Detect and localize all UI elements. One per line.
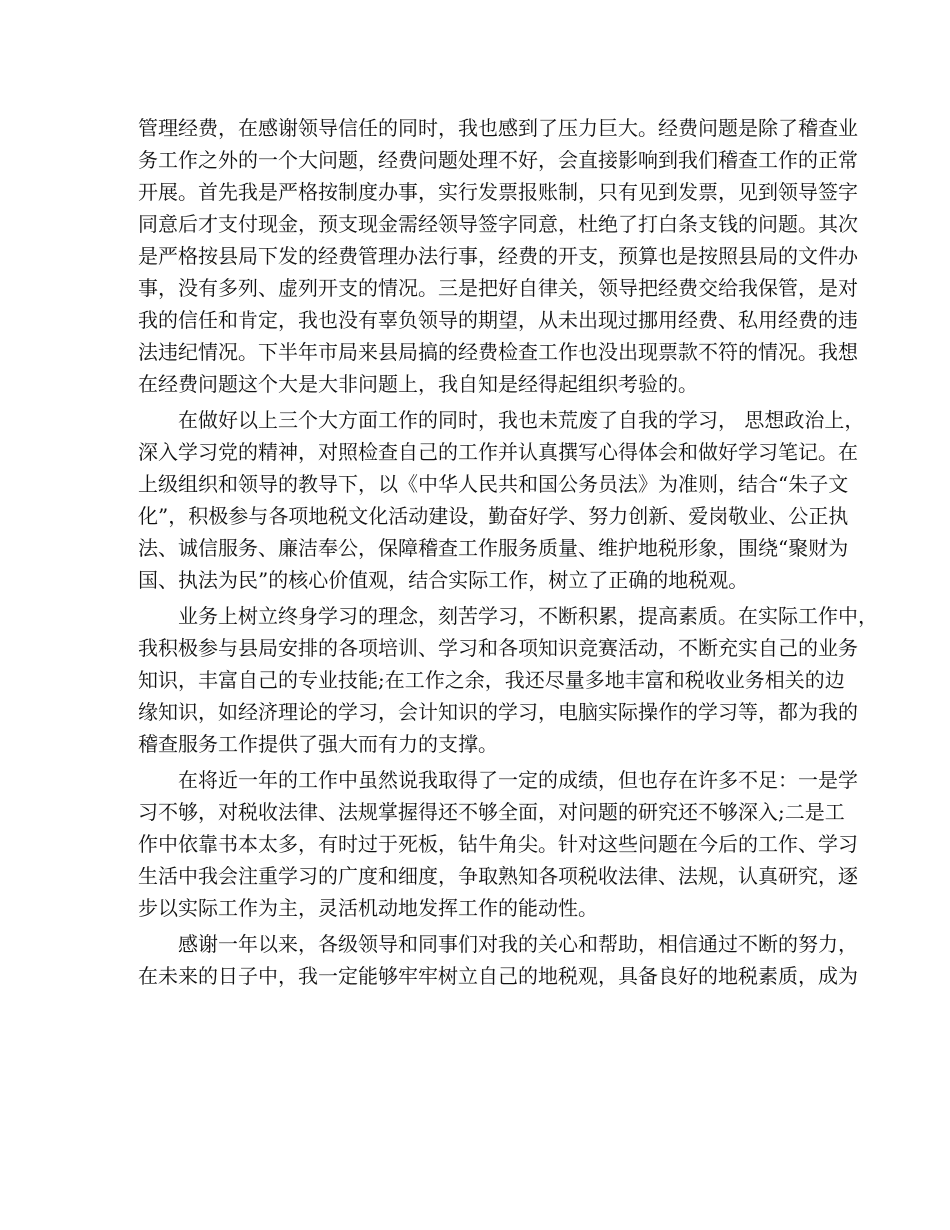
text-line: 深入学习党的精神，对照检查自己的工作并认真撰写心得体会和做好学习笔记。在 — [138, 440, 858, 464]
text-line: 感谢一年以来，各级领导和同事们对我的关心和帮助，相信通过不断的努力， — [178, 932, 858, 956]
paragraph — [138, 404, 865, 596]
document-body — [138, 112, 878, 992]
text-line: 开展。首先我是严格按制度办事，实行发票报账制，只有见到发票，见到领导签字 — [138, 180, 858, 204]
text-line: 生活中我会注重学习的广度和细度，争取熟知各项税收法律、法规，认真研究，逐 — [138, 864, 858, 888]
text-line: 是严格按县局下发的经费管理办法行事，经费的开支，预算也是按照县局的文件办 — [138, 244, 858, 268]
text-line: 步以实际工作为主，灵活机动地发挥工作的能动性。 — [138, 896, 598, 920]
paragraph — [138, 112, 858, 400]
text-line: 在经费问题这个大是大非问题上，我自知是经得起组织考验的。 — [138, 372, 698, 396]
text-line: 我积极参与县局安排的各项培训、学习和各项知识竞赛活动，不断充实自己的业务 — [138, 636, 858, 660]
text-line: 同意后才支付现金，预支现金需经领导签字同意，杜绝了打白条支钱的问题。其次 — [138, 212, 858, 236]
text-line: 国、执法为民”的核心价值观，结合实际工作，树立了正确的地税观。 — [138, 568, 749, 592]
text-line: 上级组织和领导的教导下，以《中华人民共和国公务员法》为准则，结合“朱子文 — [138, 472, 849, 496]
text-line: 事，没有多列、虚列开支的情况。三是把好自律关，领导把经费交给我保管，是对 — [138, 276, 858, 300]
text-line: 业务上树立终身学习的理念，刻苦学习，不断积累，提高素质。在实际工作中， — [178, 604, 878, 628]
text-line: 在做好以上三个大方面工作的同时，我也未荒废了自我的学习， 思想政治上， — [178, 408, 865, 432]
paragraph — [138, 600, 878, 760]
text-line: 法违纪情况。下半年市局来县局搞的经费检查工作也没出现票款不符的情况。我想 — [138, 340, 858, 364]
text-line: 化”，积极参与各项地税文化活动建设，勤奋好学、努力创新、爱岗敬业、公正执 — [138, 504, 849, 528]
text-line: 法、诚信服务、廉洁奉公，保障稽查工作服务质量、维护地税形象，围绕“聚财为 — [138, 536, 849, 560]
text-line: 管理经费，在感谢领导信任的同时，我也感到了压力巨大。经费问题是除了稽查业 — [138, 116, 858, 140]
text-line: 在将近一年的工作中虽然说我取得了一定的成绩，但也存在许多不足：一是学 — [178, 768, 858, 792]
text-line: 稽查服务工作提供了强大而有力的支撑。 — [138, 732, 498, 756]
text-line: 务工作之外的一个大问题，经费问题处理不好，会直接影响到我们稽查工作的正常 — [138, 148, 858, 172]
text-line: 缘知识，如经济理论的学习，会计知识的学习，电脑实际操作的学习等，都为我的 — [138, 700, 858, 724]
text-line: 知识，丰富自己的专业技能;在工作之余，我还尽量多地丰富和税收业务相关的边 — [138, 668, 845, 692]
text-line: 作中依靠书本太多，有时过于死板，钻牛角尖。针对这些问题在今后的工作、学习 — [138, 832, 858, 856]
text-line: 我的信任和肯定，我也没有辜负领导的期望，从未出现过挪用经费、私用经费的违 — [138, 308, 858, 332]
paragraph — [138, 928, 858, 992]
text-line: 在未来的日子中，我一定能够牢牢树立自己的地税观，具备良好的地税素质，成为 — [138, 964, 858, 988]
text-line: 习不够，对税收法律、法规掌握得还不够全面，对问题的研究还不够深入;二是工 — [138, 800, 845, 824]
paragraph — [138, 764, 858, 924]
